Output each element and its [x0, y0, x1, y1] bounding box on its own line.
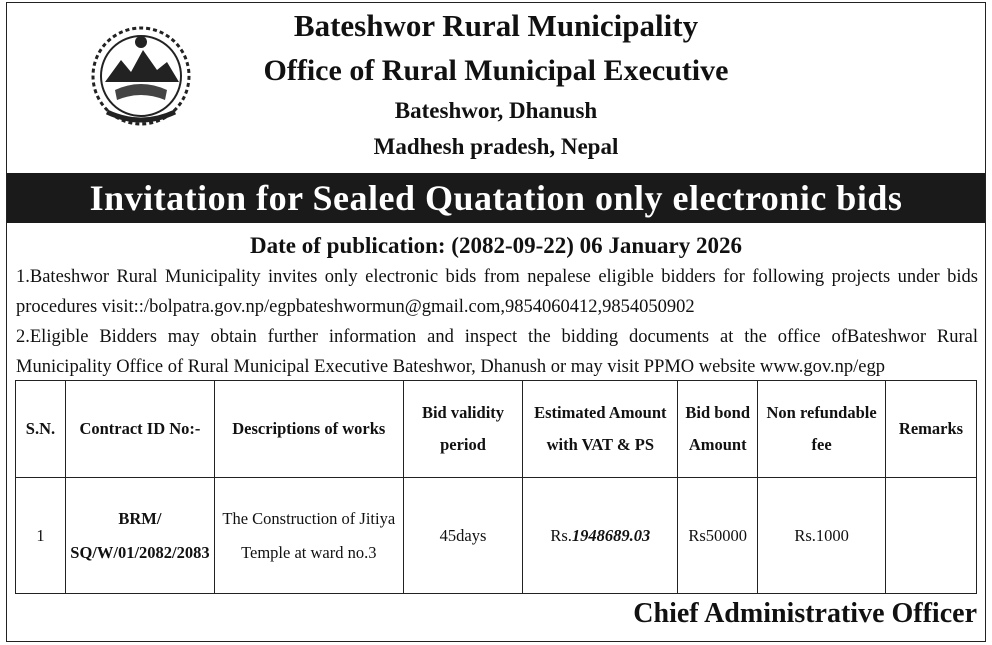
- header-estimate-line2: with VAT & PS: [546, 435, 655, 454]
- header-bond-line2: Amount: [688, 435, 747, 454]
- notice-title-banner: Invitation for Sealed Quatation only electronic bids: [7, 173, 985, 223]
- cell-remarks: [886, 478, 977, 594]
- cell-estimate: [523, 478, 678, 594]
- office-address: Bateshwor, Dhanush: [394, 98, 598, 123]
- header-fee-line1: Non refundable: [766, 403, 877, 422]
- cell-validity: 45days: [403, 478, 523, 594]
- description-line1: The Construction of Jitiya: [222, 508, 396, 528]
- paragraph-eligibility: 2.Eligible Bidders may obtain further information and inspect the bidding documents at the office ofBateshwor Rural Municipality Office of Rural Municipal Executive Bateshwor, Dhanush or may visit PPMO website www.gov.np/egp: [16, 327, 978, 377]
- header-estimate-line1: Estimated Amount: [534, 403, 667, 422]
- estimate-value: 1948689.03: [571, 525, 651, 545]
- header-remarks: Remarks: [886, 381, 977, 478]
- header-validity-line1: Bid validity: [421, 403, 505, 422]
- table-row: [16, 478, 977, 594]
- header-validity: [403, 381, 523, 478]
- signature-title: Chief Administrative Officer: [633, 598, 977, 629]
- header-contract-id: Contract ID No:-: [65, 381, 214, 478]
- table-header-row: [16, 381, 977, 478]
- cell-contract-id: [65, 478, 214, 594]
- description-line2: Temple at ward no.3: [241, 542, 377, 562]
- header-fee-line2: fee: [811, 435, 832, 454]
- works-table: [15, 380, 977, 594]
- header-bond: [678, 381, 758, 478]
- municipality-name: Bateshwor Rural Municipality: [293, 8, 699, 43]
- office-name: Office of Rural Municipal Executive: [263, 54, 729, 87]
- header-validity-line2: period: [440, 435, 486, 454]
- header-fee: [758, 381, 886, 478]
- contract-id-line1: BRM/: [118, 508, 162, 528]
- office-province: Madhesh pradesh, Nepal: [373, 134, 619, 159]
- cell-bond: Rs50000: [678, 478, 758, 594]
- header-bond-line1: Bid bond: [685, 403, 751, 422]
- header-estimate: [523, 381, 678, 478]
- cell-description: [214, 478, 403, 594]
- contract-id-line2: SQ/W/01/2082/2083: [70, 542, 210, 562]
- cell-fee: Rs.1000: [758, 478, 886, 594]
- header-sn: S.N.: [16, 381, 66, 478]
- estimate-prefix: Rs.: [550, 525, 572, 545]
- header-description: Descriptions of works: [214, 381, 403, 478]
- paragraph-invitation: 1.Bateshwor Rural Municipality invites only electronic bids from nepalese eligible bidders for following projects under bids procedures visit::/bolpatra.gov.np/egpbateshwormun@gmail.com,9854060412,9854050902: [16, 267, 978, 317]
- publication-date: Date of publication: (2082-09-22) 06 January 2026: [250, 233, 742, 258]
- cell-sn: 1: [16, 478, 66, 594]
